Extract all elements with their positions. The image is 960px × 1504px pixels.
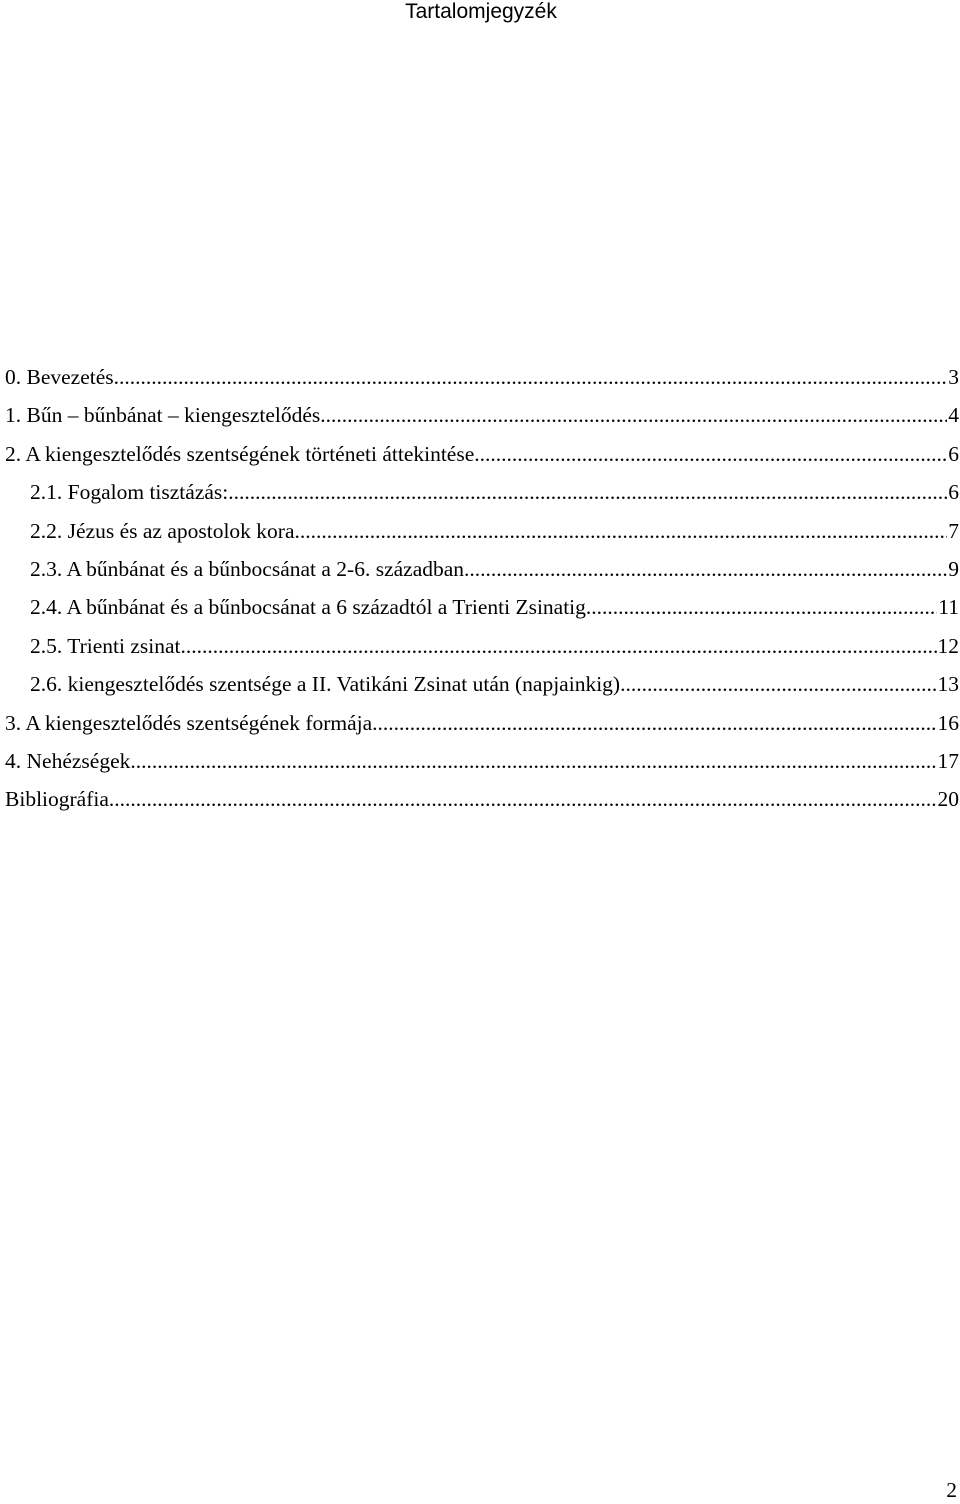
toc-entry-label: 2.1. Fogalom tisztázás:: [30, 480, 229, 505]
toc-entry[interactable]: [5, 556, 959, 594]
toc-dot-leader: [320, 402, 947, 428]
toc-entry-label: 4. Nehézségek: [5, 748, 131, 773]
toc-entry-label: 2.6. kiengesztelődés szentsége a II. Vatikáni Zsinat után (napjainkig): [30, 672, 621, 697]
table-of-contents: [5, 364, 959, 825]
toc-entry-page: 3: [948, 365, 959, 389]
toc-entry-label: Bibliográfia: [5, 787, 109, 812]
toc-dot-leader: [130, 748, 936, 774]
toc-entry-label: 2.5. Trienti zsinat: [30, 633, 181, 658]
toc-dot-leader: [295, 518, 948, 544]
toc-entry-page: 6: [948, 480, 959, 505]
toc-entry[interactable]: [5, 748, 959, 786]
toc-entry-label: 0. Bevezetés: [5, 365, 114, 389]
toc-entry-page: 9: [948, 556, 959, 581]
page-number: 2: [946, 1478, 957, 1502]
toc-dot-leader: [591, 594, 937, 620]
toc-entry[interactable]: [5, 633, 959, 671]
toc-dot-leader: [620, 671, 936, 697]
toc-entry-page: 4: [948, 403, 959, 428]
toc-entry[interactable]: [5, 402, 959, 440]
toc-entry-page: 12: [937, 633, 959, 658]
toc-entry[interactable]: [5, 671, 959, 709]
toc-entry-page: 17: [937, 748, 959, 773]
toc-dot-leader: [228, 479, 947, 505]
toc-entry[interactable]: [5, 518, 959, 556]
toc-dot-leader: [181, 633, 937, 659]
toc-entry[interactable]: [5, 786, 959, 824]
toc-entry[interactable]: [5, 594, 959, 632]
toc-entry-label: 2.3. A bűnbánat és a bűnbocsánat a 2-6. században.: [30, 556, 470, 581]
toc-entry-page: 20: [937, 787, 959, 812]
toc-dot-leader: [474, 441, 947, 467]
toc-entry-page: 11: [938, 595, 959, 620]
toc-dot-leader: [469, 556, 947, 582]
toc-entry-page: 13: [937, 672, 959, 697]
toc-entry[interactable]: [5, 710, 959, 748]
toc-dot-leader: [109, 786, 937, 812]
toc-dot-leader: [372, 710, 936, 736]
toc-entry[interactable]: [5, 364, 959, 402]
toc-dot-leader: [114, 364, 948, 390]
toc-entry[interactable]: [5, 441, 959, 479]
toc-entry-label: 2.2. Jézus és az apostolok kora: [30, 518, 295, 543]
toc-entry-page: 16: [937, 710, 959, 735]
toc-entry-label: 3. A kiengesztelődés szentségének formája: [5, 710, 373, 735]
toc-entry-label: 1. Bűn – bűnbánat – kiengesztelődés: [5, 403, 321, 428]
toc-entry[interactable]: [5, 479, 959, 517]
page-title: Tartalomjegyzék: [405, 0, 557, 23]
toc-entry-label: 2.4. A bűnbánat és a bűnbocsánat a 6 századtól a Trienti Zsinatig.: [30, 595, 592, 620]
toc-entry-page: 7: [948, 518, 959, 543]
toc-entry-page: 6: [948, 441, 959, 466]
toc-entry-label: 2. A kiengesztelődés szentségének történeti áttekintése: [5, 441, 475, 466]
